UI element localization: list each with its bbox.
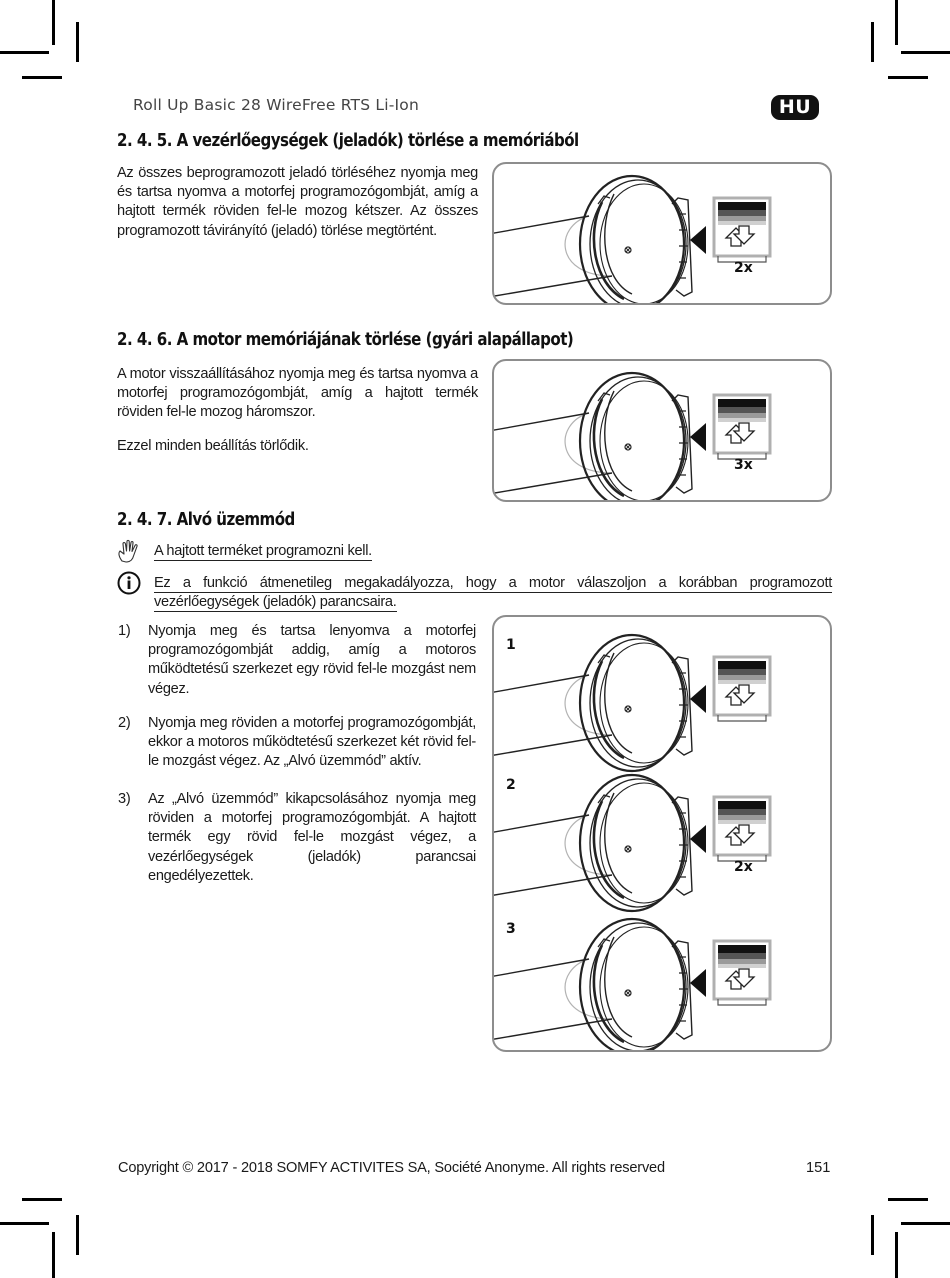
- crop-mark: [871, 1215, 874, 1255]
- crop-mark: [888, 1198, 928, 1201]
- section-title: 2. 4. 7. Alvó üzemmód: [117, 510, 295, 530]
- page-number: 151: [806, 1160, 831, 1176]
- crop-mark: [895, 1232, 898, 1278]
- figure-step: [494, 775, 770, 911]
- crop-mark: [895, 0, 898, 45]
- crop-mark: [52, 1232, 55, 1278]
- crop-mark: [22, 1198, 62, 1201]
- info-note: [154, 574, 832, 612]
- section-body-note: Ezzel minden beállítás törlődik.: [117, 438, 309, 454]
- motor-head-figure: [492, 359, 832, 502]
- figure-step-label: 1: [506, 637, 516, 653]
- section-title: 2. 4. 5. A vezérlőegységek (jeladók) törlése a memóriából: [117, 131, 579, 151]
- crop-mark: [871, 22, 874, 62]
- crop-mark: [888, 76, 928, 79]
- crop-mark: [0, 51, 49, 54]
- product-title: Roll Up Basic 28 WireFree RTS Li-Ion: [133, 96, 419, 114]
- remote-control-icon: [714, 198, 770, 262]
- step-number: 2): [118, 715, 131, 731]
- motor-head-figure: [492, 162, 832, 305]
- crop-mark: [22, 76, 62, 79]
- figure-step: [494, 919, 770, 1050]
- figure-step: [494, 635, 770, 771]
- remote-control-icon: [714, 797, 770, 861]
- step-text: Nyomja meg röviden a motorfej programozógombját, ekkor a motoros működtetésű szerkezet két rövid fel-le mozgást végez. Az „Alvó üzemmód” aktív.: [148, 715, 476, 770]
- hand-warning-icon: [116, 539, 146, 565]
- info-text: Ez a funkció átmenetileg megakadályozza, hogy a motor válaszoljon a korábban programozott vezérlőegységek (jeladók) parancsaira.: [154, 575, 832, 610]
- figure-step-label: 2: [506, 777, 516, 793]
- figure-step-label: 3: [506, 921, 516, 937]
- crop-mark: [76, 1215, 79, 1255]
- sleep-mode-illustration: [494, 617, 830, 1050]
- warning-note: [154, 542, 372, 561]
- step-number: 1): [118, 623, 131, 639]
- crop-mark: [901, 51, 950, 54]
- step-text: Nyomja meg és tartsa lenyomva a motorfej programozógombját addig, amíg a motoros működtetésű szerkezet egy rövid fel-le mozgást nem végez.: [148, 623, 476, 697]
- motor-head-drawing: [494, 919, 706, 1050]
- copyright-notice: Copyright © 2017 - 2018 SOMFY ACTIVITES SA, Société Anonyme. All rights reserved: [118, 1160, 665, 1176]
- press-count-label: 3x: [734, 457, 753, 473]
- crop-mark: [901, 1222, 950, 1225]
- warning-text: A hajtott terméket programozni kell.: [154, 543, 372, 559]
- info-icon: [117, 571, 141, 595]
- press-count-label: 2x: [734, 260, 753, 276]
- motor-head-illustration: [494, 361, 830, 500]
- motor-head-illustration: [494, 164, 830, 303]
- section-body: Az összes beprogramozott jeladó törléséhez nyomja meg és tartsa nyomva a motorfej programozógombját, amíg a hajtott termék röviden fel-le mozog kétszer. Az összes programozott távirányító (jeladó) törlése megtörtént.: [117, 165, 478, 239]
- press-count-label: 2x: [734, 859, 753, 875]
- remote-control-icon: [714, 941, 770, 1005]
- motor-head-drawing: [494, 775, 706, 911]
- section-body: A motor visszaállításához nyomja meg és tartsa nyomva a motorfej programozógombját, amíg a hajtott termék röviden fel-le mozog háromszor.: [117, 366, 478, 421]
- sleep-mode-figure: [492, 615, 832, 1052]
- crop-mark: [0, 1222, 49, 1225]
- crop-mark: [76, 22, 79, 62]
- section-title: 2. 4. 6. A motor memóriájának törlése (gyári alapállapot): [117, 330, 574, 350]
- language-badge: HU: [771, 95, 819, 120]
- remote-control-icon: [714, 657, 770, 721]
- crop-mark: [52, 0, 55, 45]
- step-text: Az „Alvó üzemmód” kikapcsolásához nyomja meg röviden a motorfej programozógombját. A hajtott termék egy rövid fel-le mozgást végez, a vezérlőegységek (jeladók) parancsai engedélyezettek.: [148, 791, 476, 884]
- remote-control-icon: [714, 395, 770, 459]
- step-number: 3): [118, 791, 131, 807]
- motor-head-drawing: [494, 635, 706, 771]
- motor-head-drawing: [494, 176, 706, 303]
- motor-head-drawing: [494, 373, 706, 500]
